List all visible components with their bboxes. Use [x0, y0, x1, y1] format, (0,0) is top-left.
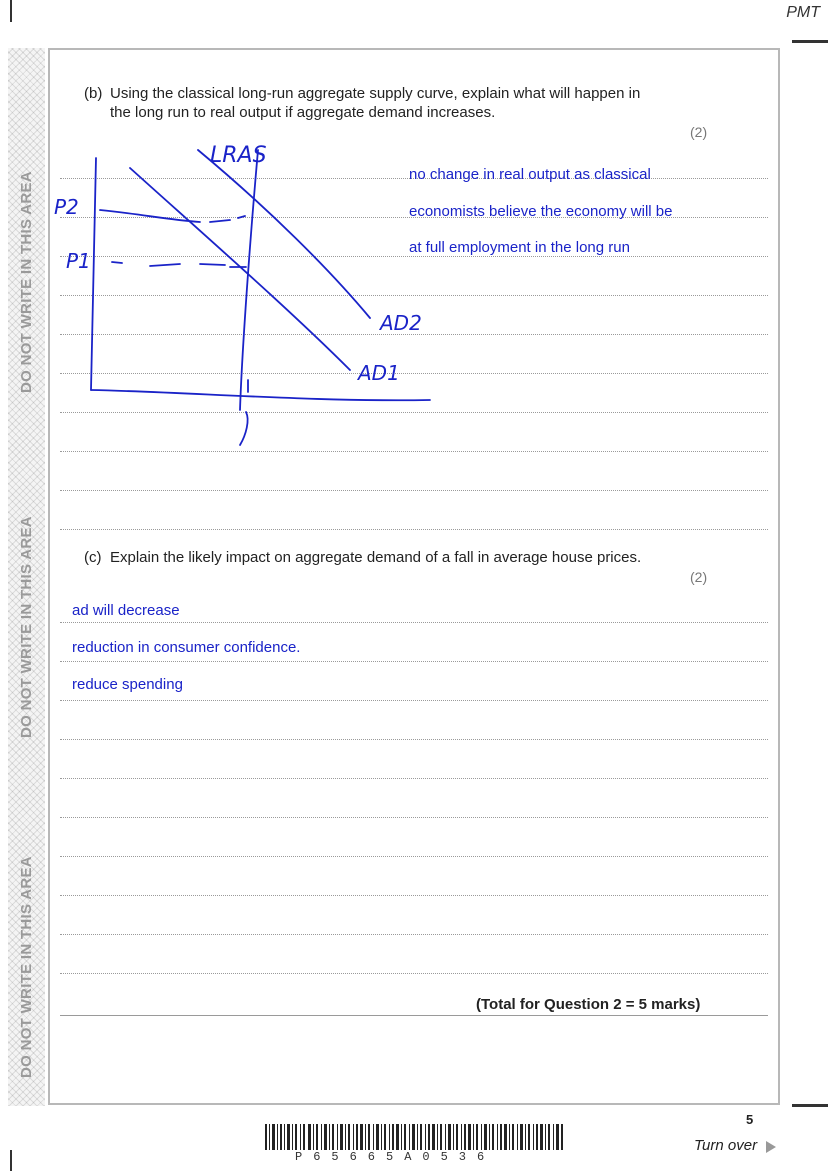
y-axis: [91, 158, 96, 390]
edge-bar-top: [792, 40, 828, 43]
part-c-answer-3: reduce spending: [72, 676, 183, 693]
answer-line[interactable]: [60, 895, 768, 896]
part-b-question-line2: the long run to real output if aggregate demand increases.: [110, 104, 496, 121]
edge-bar-bottom: [792, 1104, 828, 1107]
answer-line[interactable]: [60, 973, 768, 974]
answer-line[interactable]: [60, 529, 768, 530]
part-c-answer-1: ad will decrease: [72, 602, 180, 619]
crop-mark-top: [10, 0, 12, 22]
p1-dashed: [112, 262, 246, 267]
do-not-write-strip: DO NOT WRITE IN THIS AREA DO NOT WRITE IN THIS AREA DO NOT WRITE IN THIS AREA: [8, 48, 45, 1106]
ad1-line: [130, 168, 350, 370]
ad1-label: AD1: [358, 361, 400, 385]
answer-line[interactable]: [60, 817, 768, 818]
turn-over-text: Turn over: [694, 1137, 758, 1154]
total-marks: (Total for Question 2 = 5 marks): [476, 996, 701, 1013]
part-c-marks: (2): [690, 569, 708, 585]
part-b-answer-1: no change in real output as classical: [409, 166, 651, 183]
x-axis: [91, 390, 430, 400]
lras-label: LRAS: [210, 143, 267, 168]
answer-line[interactable]: [60, 451, 768, 452]
part-c-question: Explain the likely impact on aggregate demand of a fall in average house prices.: [110, 549, 642, 566]
p2-dashed: [100, 210, 245, 222]
lras-tail: [240, 412, 248, 445]
answer-line[interactable]: [60, 490, 768, 491]
answer-line[interactable]: [60, 778, 768, 779]
answer-line[interactable]: [60, 934, 768, 935]
total-rule: [60, 1015, 768, 1016]
barcode-text: P65665A0536: [295, 1150, 496, 1164]
lras-diagram: [50, 130, 440, 450]
answer-line[interactable]: [60, 622, 768, 623]
turn-over-arrow-icon: [766, 1141, 776, 1153]
p1-label: P1: [66, 249, 91, 273]
page-number: 5: [746, 1112, 754, 1127]
corner-label: PMT: [786, 4, 820, 21]
barcode: [265, 1124, 565, 1150]
part-b-answer-3: at full employment in the long run: [409, 239, 630, 256]
part-c-answer-2: reduction in consumer confidence.: [72, 639, 301, 656]
part-c-label: (c): [84, 549, 102, 566]
answer-line[interactable]: [60, 700, 768, 701]
part-b-marks: (2): [690, 124, 708, 140]
answer-line[interactable]: [60, 661, 768, 662]
p2-label: P2: [54, 195, 79, 219]
part-b-question-line1: Using the classical long-run aggregate supply curve, explain what will happen in: [110, 85, 641, 102]
answer-line[interactable]: [60, 856, 768, 857]
part-b-answer-2: economists believe the economy will be: [409, 203, 673, 220]
crop-mark-bottom: [10, 1150, 12, 1171]
ad2-label: AD2: [380, 311, 422, 335]
ad2-line: [198, 150, 370, 318]
part-b-label: (b): [84, 85, 103, 102]
answer-line[interactable]: [60, 739, 768, 740]
